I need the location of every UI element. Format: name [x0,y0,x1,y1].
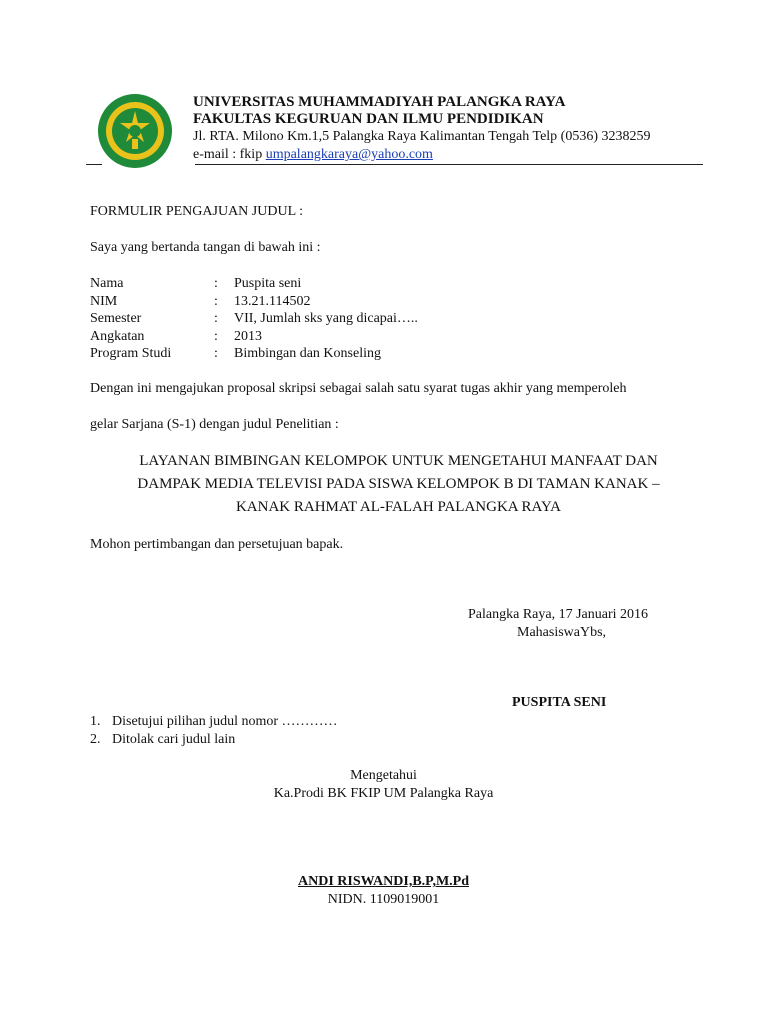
field-value: Puspita seni [234,276,302,291]
address-line: Jl. RTA. Milono Km.1,5 Palangka Raya Kalimantan Tengah Telp (0536) 3238259 [193,129,651,144]
field-label: Angkatan [90,329,145,344]
thesis-title [90,450,707,519]
thesis-title-line: LAYANAN BIMBINGAN KELOMPOK UNTUK MENGETAHUI MANFAAT DAN [139,453,658,469]
field-value: 13.21.114502 [234,294,311,309]
decision-text: Disetujui pilihan judul nomor ………… [112,714,338,729]
email-prefix: e-mail : fkip [193,147,266,162]
student-name: PUSPITA SENI [512,695,607,710]
field-label: Semester [90,311,142,326]
field-colon: : [214,346,218,361]
approval-label: Mengetahui [350,768,417,783]
field-label: Nama [90,276,124,291]
approval-role: Ka.Prodi BK FKIP UM Palangka Raya [273,786,494,801]
field-value: VII, Jumlah sks yang dicapai….. [234,311,418,326]
field-colon: : [214,294,218,309]
form-title: FORMULIR PENGAJUAN JUDUL : [90,204,303,219]
approver-name: ANDI RISWANDI,B.P,M.Pd [297,874,469,889]
university-name: UNIVERSITAS MUHAMMADIYAH PALANGKA RAYA [193,94,566,110]
faculty-name: FAKULTAS KEGURUAN DAN ILMU PENDIDIKAN [193,111,544,127]
field-value: 2013 [234,329,262,344]
field-label: NIM [90,294,118,309]
thesis-title-line: KANAK RAHMAT AL-FALAH PALANGKA RAYA [235,499,562,515]
form-intro: Saya yang bertanda tangan di bawah ini : [90,240,321,255]
statement-line-1: Dengan ini mengajukan proposal skripsi sebagai salah satu syarat tugas akhir yang memperoleh [90,381,627,396]
approver-nidn: NIDN. 1109019001 [327,892,440,907]
thesis-title-line: DAMPAK MEDIA TELEVISI PADA SISWA KELOMPOK B DI TAMAN KANAK – [137,476,660,492]
field-value: Bimbingan dan Konseling [234,346,381,361]
field-colon: : [214,311,218,326]
decision-text: Ditolak cari judul lain [112,732,236,747]
statement-line-2: gelar Sarjana (S-1) dengan judul Penelitian : [90,417,339,432]
university-logo [97,93,173,169]
header-rule-left [86,164,102,165]
field-colon: : [214,276,218,291]
header-rule [195,164,703,165]
field-colon: : [214,329,218,344]
student-role: MahasiswaYbs, [517,625,607,640]
decision-number: 1. [90,714,101,729]
email-line [193,147,433,163]
field-label: Program Studi [90,346,172,361]
place-date: Palangka Raya, 17 Januari 2016 [468,607,649,622]
email-link[interactable]: umpalangkaraya@yahoo.com [265,147,433,162]
request-text: Mohon pertimbangan dan persetujuan bapak. [90,537,344,552]
decision-number: 2. [90,732,101,747]
